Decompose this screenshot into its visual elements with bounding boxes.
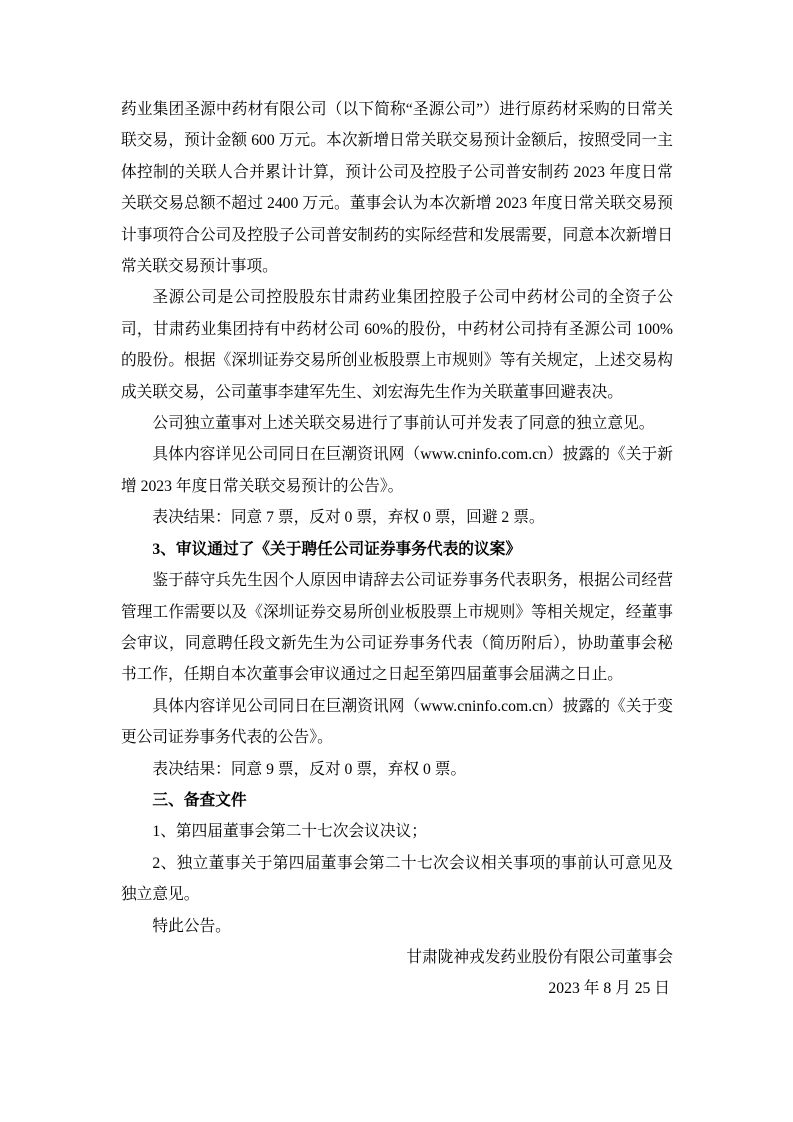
paragraph-securities-representative-appointment: 鉴于薛守兵先生因个人原因申请辞去公司证券事务代表职务，根据公司经营管理工作需要以及《深圳证券交易所创业板股票上市规则》等相关规定，经董事会审议，同意聘任段文新先生为公司证券事务代表（简历附后），协助董事会秘书工作，任期自本次董事会审议通过之日起至第四届董事会届满之日止。 [121,572,673,684]
reference-document-2: 2、独立董事关于第四届董事会第二十七次会议相关事项的事前认可意见及独立意见。 [121,854,673,904]
heading-reference-documents: 三、备查文件 [152,791,247,809]
paragraph-disclosure-reference-item3: 具体内容详见公司同日在巨潮资讯网（www.cninfo.com.cn）披露的《关于变更公司证券事务代表的公告》。 [121,697,673,747]
paragraph-closing-note: 特此公告。 [152,917,231,935]
paragraph-disclosure-reference-item2: 具体内容详见公司同日在巨潮资讯网（www.cninfo.com.cn）披露的《关于新增 2023 年度日常关联交易预计的公告》。 [121,446,673,495]
paragraph-daily-transaction-estimate: 药业集团圣源中药材有限公司（以下简称“圣源公司”）进行原药材采购的日常关联交易，预计金额 600 万元。本次新增日常关联交易预计金额后，按照受同一主体控制的关联人合并累计计算，预计公司及控股子公司普安制药 2023 年度日常关联交易总额不超过 2400 万元。董事会认为本次新增 2023 年度日常关联交易预计事项符合公司及控股子公司普安制药的实际经营和发展需要，同意本次新增日常关联交易预计事项。 [121,101,673,276]
heading-proposal-3: 3、审议通过了《关于聘任公司证券事务代表的议案》 [152,540,522,558]
vote-result-item2: 表决结果：同意 7 票，反对 0 票，弃权 0 票，回避 2 票。 [152,509,545,527]
vote-result-item3: 表决结果：同意 9 票，反对 0 票，弃权 0 票。 [152,760,467,778]
signature-date: 2023 年 8 月 25 日 [548,980,670,998]
paragraph-shengyuan-company-background: 圣源公司是公司控股股东甘肃药业集团控股子公司中药材公司的全资子公司，甘肃药业集团持有中药材公司 60%的股份，中药材公司持有圣源公司 100%的股份。根据《深圳证券交易所创业板股票上市规则》等有关规定，上述交易构成关联交易，公司董事李建军先生、刘宏海先生作为关联董事回避表决。 [121,289,673,401]
paragraph-independent-directors-opinion: 公司独立董事对上述关联交易进行了事前认可并发表了同意的独立意见。 [152,415,655,433]
signature-company-name: 甘肃陇神戎发药业股份有限公司董事会 [406,948,673,966]
reference-document-1: 1、第四届董事会第二十七次会议决议； [152,823,427,841]
